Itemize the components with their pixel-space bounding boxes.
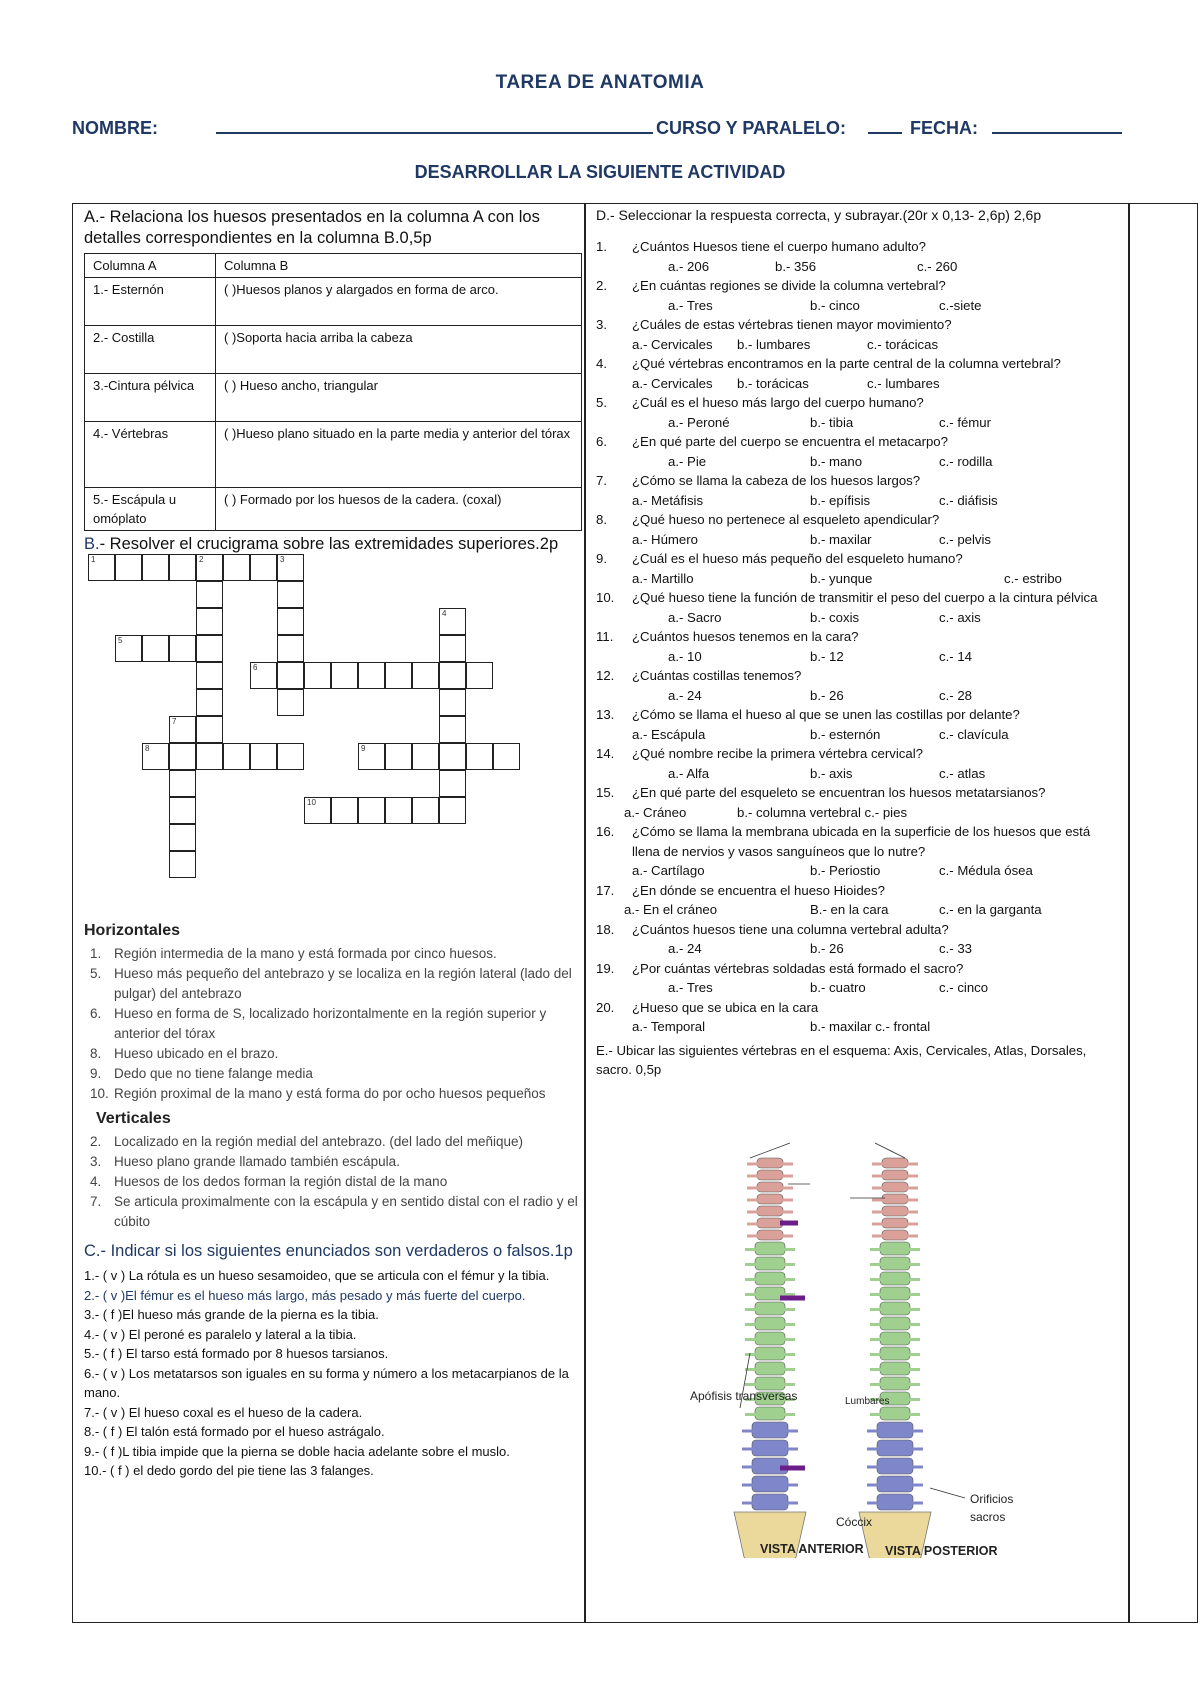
- tf-item[interactable]: 8.- ( f ) El talón está formado por el hueso astrágalo.: [84, 1424, 385, 1439]
- coccix-label: Cóccix: [836, 1515, 873, 1529]
- horizontales-title: Horizontales: [84, 922, 181, 939]
- answer-option[interactable]: c.- 14: [939, 648, 972, 664]
- crossword-cell[interactable]: [304, 662, 331, 689]
- pointer-line: [930, 1488, 965, 1498]
- col-b-header: Columna B: [216, 254, 582, 278]
- table-row: 4.- Vértebras: [85, 422, 216, 488]
- question-number: 6.: [596, 434, 607, 449]
- question-text: ¿Cuáles de estas vértebras tienen mayor movimiento?: [632, 317, 952, 332]
- crossword-cell[interactable]: [439, 689, 466, 716]
- answer-options: [596, 939, 1121, 959]
- matching-table: [84, 253, 582, 531]
- answer-option[interactable]: b.- tibia: [810, 414, 854, 430]
- answer-option[interactable]: a.- 206: [668, 258, 710, 274]
- crossword-number: 9: [361, 744, 366, 753]
- crossword-cell[interactable]: [412, 662, 439, 689]
- crossword-cell[interactable]: [196, 581, 223, 608]
- question-number: 1.: [596, 239, 607, 254]
- question-item: [596, 627, 1121, 647]
- question-number: 14.: [596, 746, 615, 761]
- activity-subtitle: DESARROLLAR LA SIGUIENTE ACTIVIDAD: [414, 162, 786, 182]
- answer-option[interactable]: a.- Tres: [668, 980, 713, 995]
- question-number: 2.: [596, 278, 607, 293]
- question-item: [596, 744, 1121, 764]
- table-row: 1.- Esternón: [85, 278, 216, 326]
- question-item: [596, 959, 1121, 979]
- section-d-title: D.- Seleccionar la respuesta correcta, y subrayar.(20r x 0,13- 2,6p) 2,6p: [596, 207, 1042, 223]
- vista-anterior-label: VISTA ANTERIOR: [760, 1542, 864, 1556]
- answer-option[interactable]: a.- Alfa: [668, 765, 710, 781]
- crossword-cell[interactable]: [412, 743, 439, 770]
- answer-option[interactable]: a.- Cervicales: [632, 375, 713, 391]
- answer-option[interactable]: b.- torácicas: [737, 375, 809, 391]
- crossword-cell[interactable]: [196, 662, 223, 689]
- spine-illustration: [680, 1138, 1020, 1558]
- question-item: [596, 354, 1121, 374]
- question-number: 7.: [596, 473, 607, 488]
- question-number: 4.: [596, 356, 607, 371]
- answer-option[interactable]: c.- en la garganta: [939, 902, 1042, 917]
- question-number: 9.: [596, 551, 607, 566]
- question-number: 3.: [596, 317, 607, 332]
- crossword-number: 5: [118, 636, 123, 645]
- crossword-cell[interactable]: [439, 770, 466, 797]
- answer-options: [596, 257, 1121, 277]
- crossword-grid: [88, 554, 608, 914]
- crossword-cell[interactable]: [358, 662, 385, 689]
- tf-item[interactable]: 6.- ( v ) Los metatarsos son iguales en su forma y número a los metacarpianos de la mano.: [84, 1365, 569, 1400]
- answer-option[interactable]: a.- Temporal: [632, 1019, 706, 1034]
- answer-option[interactable]: c.- cinco: [939, 980, 989, 995]
- crossword-cell[interactable]: [358, 797, 385, 824]
- crossword-number: 4: [442, 609, 447, 618]
- crossword-cell[interactable]: [304, 797, 331, 824]
- crossword-cell[interactable]: [277, 581, 304, 608]
- question-number: 10.: [596, 590, 615, 605]
- answer-options: [596, 686, 1121, 706]
- answer-option[interactable]: b.- lumbares: [737, 336, 811, 352]
- answer-option[interactable]: b.- epífisis: [810, 492, 871, 508]
- crossword-cell[interactable]: [385, 662, 412, 689]
- table-row: 3.-Cintura pélvica: [85, 374, 216, 422]
- answer-option[interactable]: c.- estribo: [1004, 570, 1062, 586]
- right-column: [596, 205, 1121, 1080]
- lumbares-label: Lumbares: [845, 1396, 890, 1407]
- crossword-cell[interactable]: [385, 797, 412, 824]
- answer-options: [596, 647, 1121, 667]
- answer-options: [596, 530, 1121, 550]
- answer-options: [596, 978, 1121, 998]
- list-item: 3. Hueso plano grande llamado también escápula.: [90, 1154, 400, 1169]
- crossword-cell[interactable]: [439, 662, 466, 689]
- answer-option[interactable]: c.- Médula ósea: [939, 863, 1033, 878]
- crossword-cell[interactable]: [439, 716, 466, 743]
- question-item: [596, 315, 1121, 335]
- answer-option[interactable]: c.- clavícula: [939, 726, 1009, 742]
- answer-option[interactable]: c.- 28: [939, 687, 972, 703]
- question-text: ¿Qué hueso no pertenece al esqueleto apendicular?: [632, 512, 940, 527]
- spine-diagram: [680, 1138, 1020, 1558]
- answer-options: [596, 296, 1121, 316]
- horizontal-clues: [78, 944, 578, 1104]
- answer-option[interactable]: a.- Sacro: [668, 609, 722, 625]
- section-a-title: A.- Relaciona los huesos presentados en la columna A con los detalles correspondientes en la columna B.0,5p: [84, 208, 540, 247]
- answer-option[interactable]: b.- maxilar: [810, 531, 872, 547]
- answer-option[interactable]: c.- fémur: [939, 414, 992, 430]
- question-item: [596, 393, 1121, 413]
- question-text: ¿Cómo se llama la membrana ubicada en la superficie de los huesos que está llena de nervios y vasos sanguíneos que lo nutre?: [632, 824, 1091, 859]
- answer-option[interactable]: b.- coxis: [810, 609, 860, 625]
- crossword-cell[interactable]: [358, 743, 385, 770]
- question-text: ¿En qué parte del cuerpo se encuentra el metacarpo?: [632, 434, 948, 449]
- table-row[interactable]: ( ) Hueso ancho, triangular: [216, 374, 582, 422]
- crossword-cell[interactable]: [277, 662, 304, 689]
- question-list: [596, 237, 1121, 1037]
- crossword-cell[interactable]: [169, 743, 196, 770]
- col-a-header: Columna A: [85, 254, 216, 278]
- fecha-label: FECHA:: [910, 118, 978, 138]
- question-item: [596, 549, 1121, 569]
- answer-option[interactable]: b.- esternón: [810, 726, 881, 742]
- crossword-cell[interactable]: [277, 635, 304, 662]
- crossword-cell[interactable]: [115, 635, 142, 662]
- answer-option[interactable]: b.- yunque: [810, 570, 873, 586]
- answer-options: [596, 374, 1121, 394]
- answer-options: [596, 1017, 1121, 1037]
- question-text: ¿Cómo se llama el hueso al que se unen las costillas por delante?: [632, 707, 1020, 722]
- answer-option[interactable]: a.- Metáfisis: [632, 492, 704, 508]
- crossword-number: 6: [253, 663, 258, 672]
- question-number: 20.: [596, 999, 615, 1015]
- answer-option[interactable]: a.- Peroné: [668, 414, 730, 430]
- answer-option[interactable]: c.-siete: [939, 297, 982, 313]
- nombre-line[interactable]: [216, 132, 653, 134]
- answer-option[interactable]: b.- 26: [810, 941, 844, 956]
- tf-item[interactable]: 4.- ( v ) El peroné es paralelo y lateral a la tibia.: [84, 1326, 357, 1342]
- crossword-cell[interactable]: [277, 743, 304, 770]
- answer-option[interactable]: b.- 356: [775, 258, 817, 274]
- pointer-line: [750, 1143, 790, 1158]
- answer-option[interactable]: b.- cinco: [810, 297, 860, 313]
- answer-option[interactable]: c.- pelvis: [939, 531, 992, 547]
- list-item: 10. Región proximal de la mano y está forma do por ocho huesos pequeños: [90, 1086, 546, 1101]
- question-number: 15.: [596, 785, 615, 800]
- crossword-cell[interactable]: [439, 743, 466, 770]
- question-item: [596, 881, 1121, 901]
- orificios-label: Orificios sacros: [970, 1492, 1014, 1524]
- crossword-cell[interactable]: [439, 797, 466, 824]
- crossword-cell[interactable]: [250, 743, 277, 770]
- student-info-row: [72, 118, 1122, 144]
- question-text: ¿En cuántas regiones se divide la columna vertebral?: [632, 278, 946, 293]
- question-item: [596, 432, 1121, 452]
- question-text: ¿Hueso que se ubica en la cara: [632, 999, 819, 1015]
- list-item: 2. Localizado en la región medial del antebrazo. (del lado del meñique): [90, 1134, 524, 1149]
- question-item: [596, 920, 1121, 940]
- answer-option[interactable]: a.- Martillo: [632, 570, 694, 586]
- margin-divider: [1128, 203, 1130, 1623]
- verticales-title: Verticales: [96, 1110, 171, 1127]
- crossword-cell[interactable]: [169, 851, 196, 878]
- question-item: [596, 276, 1121, 296]
- question-number: 8.: [596, 512, 607, 527]
- answer-options: [596, 452, 1121, 472]
- question-number: 19.: [596, 960, 615, 976]
- section-b-title: [84, 535, 578, 554]
- answer-options: [596, 803, 1121, 823]
- crossword-cell[interactable]: [466, 662, 493, 689]
- crossword-number: 2: [199, 555, 204, 564]
- crossword-cell[interactable]: [331, 662, 358, 689]
- tf-item[interactable]: 7.- ( v ) El hueso coxal es el hueso de la cadera.: [84, 1404, 363, 1420]
- tf-item[interactable]: 1.- ( v ) La rótula es un hueso sesamoideo, que se articula con el fémur y la tibia.: [84, 1268, 550, 1283]
- crossword-cell[interactable]: [169, 554, 196, 581]
- crossword-number: 3: [280, 555, 285, 564]
- question-text: ¿Cuántos huesos tiene una columna vertebral adulta?: [632, 921, 949, 937]
- crossword-number: 1: [91, 555, 96, 564]
- answer-option[interactable]: b.- 26: [810, 687, 844, 703]
- table-row: 5.- Escápula u omóplato: [85, 488, 216, 531]
- list-item: 4. Huesos de los dedos forman la región distal de la mano: [90, 1174, 448, 1189]
- answer-option[interactable]: c.- axis: [939, 609, 981, 625]
- crossword-cell[interactable]: [196, 635, 223, 662]
- left-column: [78, 205, 578, 1481]
- list-item: 9. Dedo que no tiene falange media: [90, 1066, 313, 1081]
- question-text: ¿Cuál es el hueso más pequeño del esqueleto humano?: [632, 551, 963, 566]
- tf-item[interactable]: 9.- ( f )L tibia impide que la pierna se doble hacia adelante sobre el muslo.: [84, 1443, 510, 1459]
- answer-options: [596, 764, 1121, 784]
- table-row[interactable]: ( ) Formado por los huesos de la cadera. (coxal): [216, 488, 582, 531]
- answer-option[interactable]: a.- Húmero: [632, 531, 698, 547]
- table-row[interactable]: ( )Huesos planos y alargados en forma de arco.: [216, 278, 582, 326]
- question-text: ¿En dónde se encuentra el hueso Hioides?: [632, 882, 885, 898]
- crossword-cell[interactable]: [331, 797, 358, 824]
- question-number: 18.: [596, 921, 615, 937]
- pointer-line: [875, 1143, 905, 1158]
- list-item: 8. Hueso ubicado en el brazo.: [90, 1046, 279, 1061]
- question-text: ¿Qué hueso tiene la función de transmitir el peso del cuerpo a la cintura pélvica: [632, 590, 1098, 605]
- crossword-cell[interactable]: [169, 824, 196, 851]
- list-item: 6. Hueso en forma de S, localizado horizontalmente en la región superior y anterior del tórax: [90, 1006, 547, 1041]
- section-e-text: E.- Ubicar las siguientes vértebras en el esquema: Axis, Cervicales, Atlas, Dorsales, sacro. 0,5p: [596, 1042, 1087, 1077]
- tf-item[interactable]: 3.- ( f )El hueso más grande de la pierna es la tibia.: [84, 1307, 379, 1322]
- answer-options: [596, 900, 1121, 920]
- crossword-cell[interactable]: [277, 689, 304, 716]
- crossword-cell[interactable]: [439, 635, 466, 662]
- nombre-label: NOMBRE:: [72, 118, 158, 138]
- question-text: ¿Por cuántas vértebras soldadas está formado el sacro?: [632, 960, 964, 976]
- crossword-cell[interactable]: [277, 608, 304, 635]
- answer-option[interactable]: a.- 24: [668, 687, 702, 703]
- question-item: [596, 510, 1121, 530]
- answer-option[interactable]: c.- rodilla: [939, 453, 993, 469]
- table-row[interactable]: ( )Soporta hacia arriba la cabeza: [216, 326, 582, 374]
- crossword-cell[interactable]: [196, 554, 223, 581]
- question-item: [596, 588, 1121, 608]
- fecha-line[interactable]: [992, 132, 1122, 134]
- answer-option[interactable]: b.- axis: [810, 765, 853, 781]
- curso-label: CURSO Y PARALELO:: [656, 118, 847, 138]
- answer-option[interactable]: a.- En el cráneo: [624, 902, 718, 917]
- question-item: [596, 998, 1121, 1018]
- crossword-cell[interactable]: [169, 635, 196, 662]
- crossword-cell[interactable]: [196, 608, 223, 635]
- section-b-text: - Resolver el crucigrama sobre las extremidades superiores.2p: [99, 535, 559, 553]
- answer-options: [596, 608, 1121, 628]
- list-item: 7. Se articula proximalmente con la escápula y en sentido distal con el radio y el cúbito: [90, 1194, 578, 1229]
- list-item: 5. Hueso más pequeño del antebrazo y se localiza en la región lateral (lado del pulgar) del antebrazo: [90, 966, 572, 1001]
- question-number: 11.: [596, 629, 614, 644]
- answer-option[interactable]: a.- Escápula: [632, 726, 706, 742]
- crossword-cell[interactable]: [385, 743, 412, 770]
- question-text: ¿Qué nombre recibe la primera vértebra cervical?: [632, 746, 923, 761]
- crossword-cell[interactable]: [412, 797, 439, 824]
- answer-option[interactable]: b.- cuatro: [810, 980, 866, 995]
- answer-options: [596, 725, 1121, 745]
- crossword-cell[interactable]: [277, 554, 304, 581]
- answer-options: [596, 413, 1121, 433]
- question-text: ¿Qué vértebras encontramos en la parte central de la columna vertebral?: [632, 356, 1061, 371]
- answer-options: [596, 491, 1121, 511]
- answer-options: [596, 335, 1121, 355]
- answer-option[interactable]: b.- columna vertebral c.- pies: [737, 804, 908, 820]
- crossword-cell[interactable]: [169, 797, 196, 824]
- crossword-cell[interactable]: [466, 743, 493, 770]
- page-title: TAREA DE ANATOMIA: [495, 72, 705, 93]
- question-text: ¿Cuántos Huesos tiene el cuerpo humano adulto?: [632, 239, 926, 254]
- answer-option[interactable]: a.- Tres: [668, 297, 713, 313]
- answer-option[interactable]: b.- Periostio: [810, 863, 881, 878]
- crossword-cell[interactable]: [142, 635, 169, 662]
- tf-item[interactable]: 2.- ( v )El fémur es el hueso más largo, más pesado y más fuerte del cuerpo.: [84, 1287, 526, 1303]
- crossword-cell[interactable]: [223, 554, 250, 581]
- answer-option[interactable]: c.- torácicas: [867, 336, 939, 352]
- crossword-cell[interactable]: [142, 554, 169, 581]
- question-item: [596, 471, 1121, 491]
- answer-option[interactable]: a.- 10: [668, 648, 702, 664]
- question-number: 12.: [596, 668, 615, 683]
- apofisis-label: Apófisis transversas: [690, 1389, 798, 1403]
- question-number: 17.: [596, 882, 615, 898]
- answer-option[interactable]: c.- 260: [917, 258, 958, 274]
- table-row: 2.- Costilla: [85, 326, 216, 374]
- question-text: ¿Cómo se llama la cabeza de los huesos largos?: [632, 473, 921, 488]
- question-text: ¿En qué parte del esqueleto se encuentran los huesos metatarsianos?: [632, 785, 1046, 800]
- question-number: 16.: [596, 824, 615, 839]
- question-text: ¿Cuántos huesos tenemos en la cara?: [632, 629, 859, 644]
- crossword-cell[interactable]: [115, 554, 142, 581]
- question-item: [596, 783, 1121, 803]
- list-item: 1. Región intermedia de la mano y está formada por cinco huesos.: [90, 946, 497, 961]
- answer-option[interactable]: c.- 33: [939, 941, 972, 956]
- answer-option[interactable]: b.- mano: [810, 453, 863, 469]
- answer-option[interactable]: a.- Cráneo: [624, 804, 687, 820]
- question-item: [596, 822, 1121, 861]
- curso-line[interactable]: [868, 132, 902, 134]
- crossword-cell[interactable]: [493, 743, 520, 770]
- vista-posterior-label: VISTA POSTERIOR: [885, 1544, 998, 1558]
- vertical-clues: [78, 1132, 578, 1232]
- crossword-cell[interactable]: [169, 716, 196, 743]
- question-item: [596, 666, 1121, 686]
- crossword-cell[interactable]: [250, 554, 277, 581]
- answer-option[interactable]: a.- Cervicales: [632, 336, 713, 352]
- crossword-number: 7: [172, 717, 177, 726]
- answer-option[interactable]: b.- maxilar c.- frontal: [810, 1019, 931, 1034]
- section-b-letter: B.: [84, 535, 100, 553]
- answer-option[interactable]: a.- Pie: [668, 453, 707, 469]
- crossword-number: 10: [307, 798, 316, 807]
- answer-option[interactable]: c.- atlas: [939, 765, 986, 781]
- answer-option[interactable]: b.- 12: [810, 648, 844, 664]
- crossword-cell[interactable]: [88, 554, 115, 581]
- answer-option[interactable]: a.- Cartílago: [632, 863, 705, 878]
- question-text: ¿Cuál es el hueso más largo del cuerpo humano?: [632, 395, 924, 410]
- section-c-title: C.- Indicar si los siguientes enunciados son verdaderos o falsos.1p: [84, 1242, 573, 1260]
- crossword-cell[interactable]: [439, 608, 466, 635]
- crossword-number: 8: [145, 744, 150, 753]
- table-row[interactable]: ( )Hueso plano situado en la parte media y anterior del tórax: [216, 422, 582, 488]
- question-number: 5.: [596, 395, 607, 410]
- crossword-cell[interactable]: [223, 743, 250, 770]
- question-number: 13.: [596, 707, 615, 722]
- answer-options: [596, 569, 1121, 589]
- crossword-cell[interactable]: [250, 662, 277, 689]
- question-item: [596, 237, 1121, 257]
- crossword-cell[interactable]: [196, 716, 223, 743]
- crossword-cell[interactable]: [196, 743, 223, 770]
- answer-options: [596, 861, 1121, 881]
- crossword-cell[interactable]: [142, 743, 169, 770]
- answer-option[interactable]: B.- en la cara: [810, 902, 889, 917]
- question-text: ¿Cuántas costillas tenemos?: [632, 668, 802, 683]
- question-item: [596, 705, 1121, 725]
- crossword-cell[interactable]: [169, 770, 196, 797]
- tf-item[interactable]: 5.- ( f ) El tarso está formado por 8 huesos tarsianos.: [84, 1346, 389, 1361]
- answer-option[interactable]: c.- diáfisis: [939, 492, 998, 508]
- answer-option[interactable]: a.- 24: [668, 941, 702, 956]
- crossword-cell[interactable]: [196, 689, 223, 716]
- tf-item[interactable]: 10.- ( f ) el dedo gordo del pie tiene las 3 falanges.: [84, 1463, 374, 1478]
- answer-option[interactable]: c.- lumbares: [867, 375, 940, 391]
